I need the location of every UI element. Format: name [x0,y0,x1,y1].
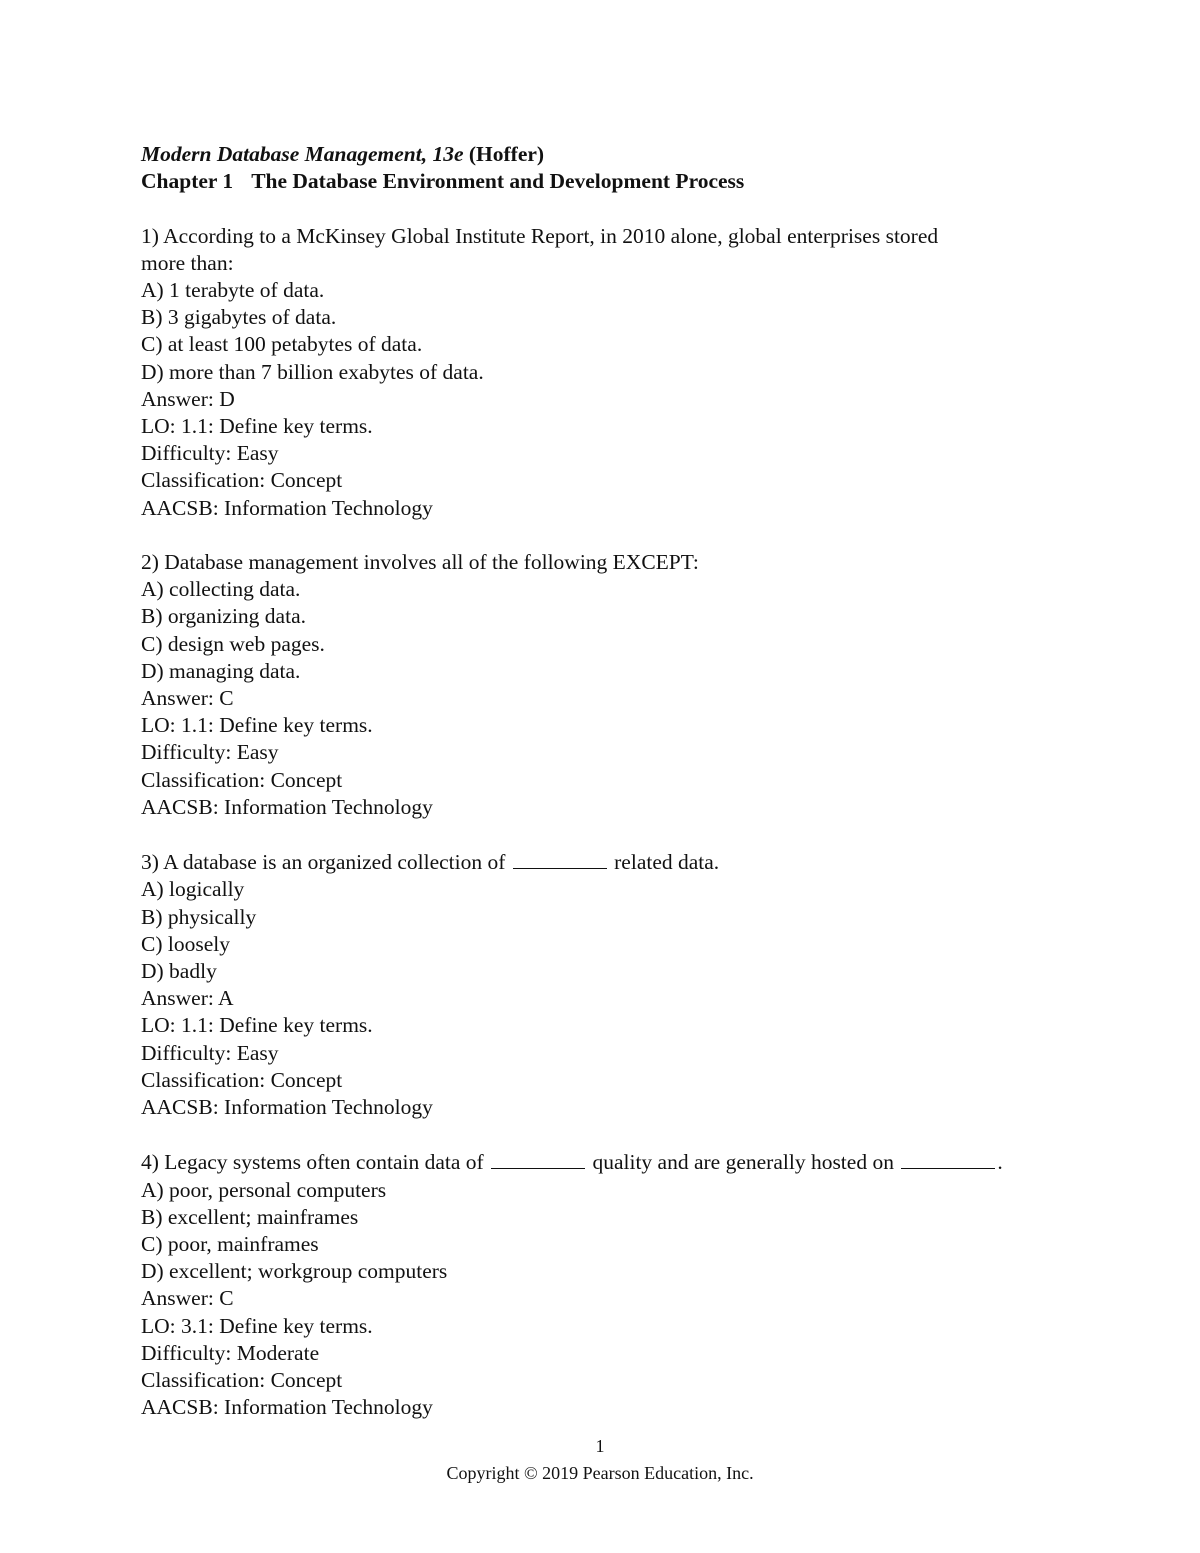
fill-in-blank [901,1148,995,1169]
question-stem-continued: more than: [141,250,234,275]
option-c: C) loosely [141,931,230,956]
stem-middle: quality and are generally hosted on [592,1150,894,1175]
learning-objective: LO: 1.1: Define key terms. [141,713,373,738]
question-stem: 1) According to a McKinsey Global Institute Report, in 2010 alone, global enterprises stored [141,223,939,248]
question-3 [141,848,1071,1121]
option-a: A) 1 terabyte of data. [141,278,325,302]
aacsb: AACSB: Information Technology [141,794,433,819]
page-number: 1 [595,1436,605,1456]
option-b: B) 3 gigabytes of data. [141,305,337,330]
option-c: C) at least 100 petabytes of data. [141,332,423,357]
question-4 [141,1148,1071,1421]
option-a: A) logically [141,877,245,902]
question-stem: 2) Database management involves all of the following EXCEPT: [141,550,699,575]
book-author: (Hoffer) [468,142,545,166]
option-c: C) design web pages. [141,631,325,656]
stem-after-blank: related data. [614,850,720,875]
learning-objective: LO: 1.1: Define key terms. [141,414,373,439]
option-d: D) more than 7 billion exabytes of data. [141,359,484,384]
book-title-line [141,141,1071,168]
question-2 [141,549,1071,821]
copyright-notice: Copyright © 2019 Pearson Education, Inc. [446,1463,754,1483]
difficulty: Difficulty: Easy [141,1040,279,1065]
answer: Answer: A [141,986,234,1011]
stem-before-blank: 3) A database is an organized collection of [141,850,506,875]
classification: Classification: Concept [141,767,343,792]
question-1 [141,223,1071,522]
page-content [141,141,1071,1421]
fill-in-blank [513,848,607,869]
classification: Classification: Concept [141,1067,343,1092]
chapter-title: The Database Environment and Development Process [251,169,745,194]
learning-objective: LO: 1.1: Define key terms. [141,1013,373,1038]
difficulty: Difficulty: Easy [141,740,279,765]
option-a: A) collecting data. [141,577,301,602]
stem-after-blank: . [997,1150,1003,1175]
answer: Answer: C [141,1286,234,1311]
chapter-label: Chapter 1 [141,169,234,194]
aacsb: AACSB: Information Technology [141,1395,433,1420]
classification: Classification: Concept [141,1368,343,1393]
option-a: A) poor, personal computers [141,1177,387,1202]
classification: Classification: Concept [141,468,343,493]
option-b: B) physically [141,904,257,929]
option-d: D) excellent; workgroup computers [141,1259,448,1284]
difficulty: Difficulty: Easy [141,441,279,466]
aacsb: AACSB: Information Technology [141,1095,433,1120]
difficulty: Difficulty: Moderate [141,1340,320,1365]
option-b: B) organizing data. [141,604,306,629]
option-c: C) poor, mainframes [141,1232,319,1257]
fill-in-blank [491,1148,585,1169]
learning-objective: LO: 3.1: Define key terms. [141,1313,373,1338]
chapter-heading [141,168,1071,195]
stem-before-blank: 4) Legacy systems often contain data of [141,1150,484,1175]
option-b: B) excellent; mainframes [141,1204,359,1229]
answer: Answer: D [141,386,235,411]
answer: Answer: C [141,686,234,711]
option-d: D) badly [141,959,217,984]
option-d: D) managing data. [141,658,301,683]
aacsb: AACSB: Information Technology [141,495,433,520]
question-stem [141,1148,1071,1176]
question-stem [141,848,1071,876]
book-title: Modern Database Management, 13e [141,142,464,166]
